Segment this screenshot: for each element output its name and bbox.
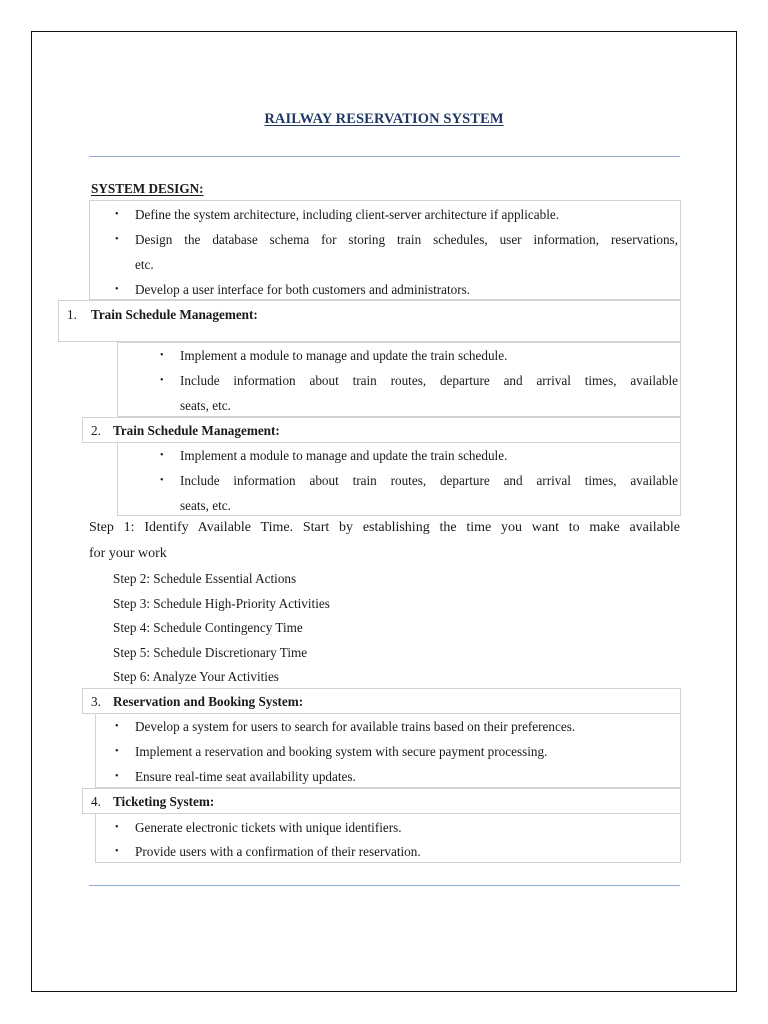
bullet: • <box>115 771 119 782</box>
section-1-heading: Train Schedule Management: <box>91 307 258 322</box>
document-title: RAILWAY RESERVATION SYSTEM <box>264 111 504 127</box>
bullet: • <box>115 746 119 757</box>
step-5: Step 5: Schedule Discretionary Time <box>113 645 308 660</box>
section-2-bullet-1: Implement a module to manage and update the train schedule. <box>180 448 508 463</box>
section-3-bullet-2: Implement a reservation and booking system with secure payment processing. <box>135 744 548 759</box>
bullet: • <box>160 375 164 386</box>
section-1-bullet-1: Implement a module to manage and update the train schedule. <box>180 348 508 363</box>
header-rule <box>89 156 680 157</box>
system-design-bullet-2: Design the database schema for storing train schedules, user information, reservations, <box>135 232 678 247</box>
section-2-bullet-2-cont: seats, etc. <box>180 498 231 513</box>
section-3-heading: Reservation and Booking System: <box>113 694 304 709</box>
bullet: • <box>115 822 119 833</box>
bullet: • <box>115 209 119 220</box>
bullet: • <box>115 846 119 857</box>
section-3-bullet-1: Develop a system for users to search for available trains based on their preferences. <box>135 719 576 734</box>
step-6: Step 6: Analyze Your Activities <box>113 669 279 684</box>
section-3-number: 3. <box>91 694 101 709</box>
section-3-bullet-3: Ensure real-time seat availability updates. <box>135 769 356 784</box>
bullet: • <box>115 284 119 295</box>
system-design-bullet-2-cont: etc. <box>135 257 154 272</box>
section-1-bullet-2-cont: seats, etc. <box>180 398 231 413</box>
bullet: • <box>160 475 164 486</box>
step-2: Step 2: Schedule Essential Actions <box>113 571 297 586</box>
section-4-heading: Ticketing System: <box>113 794 215 809</box>
system-design-bullet-1: Define the system architecture, including client-server architecture if applicable. <box>135 207 560 222</box>
section-2-number: 2. <box>91 423 101 438</box>
system-design-heading: SYSTEM DESIGN: <box>91 181 204 196</box>
section-4-bullet-2: Provide users with a confirmation of their reservation. <box>135 844 421 859</box>
step-1-line-2: for your work <box>89 546 167 561</box>
section-1-number: 1. <box>67 307 77 322</box>
section-2-heading: Train Schedule Management: <box>113 423 280 438</box>
bullet: • <box>115 234 119 245</box>
bullet: • <box>160 350 164 361</box>
step-1-line-1: Step 1: Identify Available Time. Start by establishing the time you want to make available <box>89 520 680 535</box>
section-4-number: 4. <box>91 794 101 809</box>
step-3: Step 3: Schedule High-Priority Activities <box>113 596 330 611</box>
system-design-bullet-3: Develop a user interface for both customers and administrators. <box>135 282 471 297</box>
footer-rule <box>89 885 680 886</box>
section-2-bullet-2: Include information about train routes, departure and arrival times, available <box>180 473 678 488</box>
step-4: Step 4: Schedule Contingency Time <box>113 620 303 635</box>
bullet: • <box>115 721 119 732</box>
section-1-bullet-2: Include information about train routes, departure and arrival times, available <box>180 373 678 388</box>
section-4-bullet-1: Generate electronic tickets with unique identifiers. <box>135 820 402 835</box>
bullet: • <box>160 450 164 461</box>
